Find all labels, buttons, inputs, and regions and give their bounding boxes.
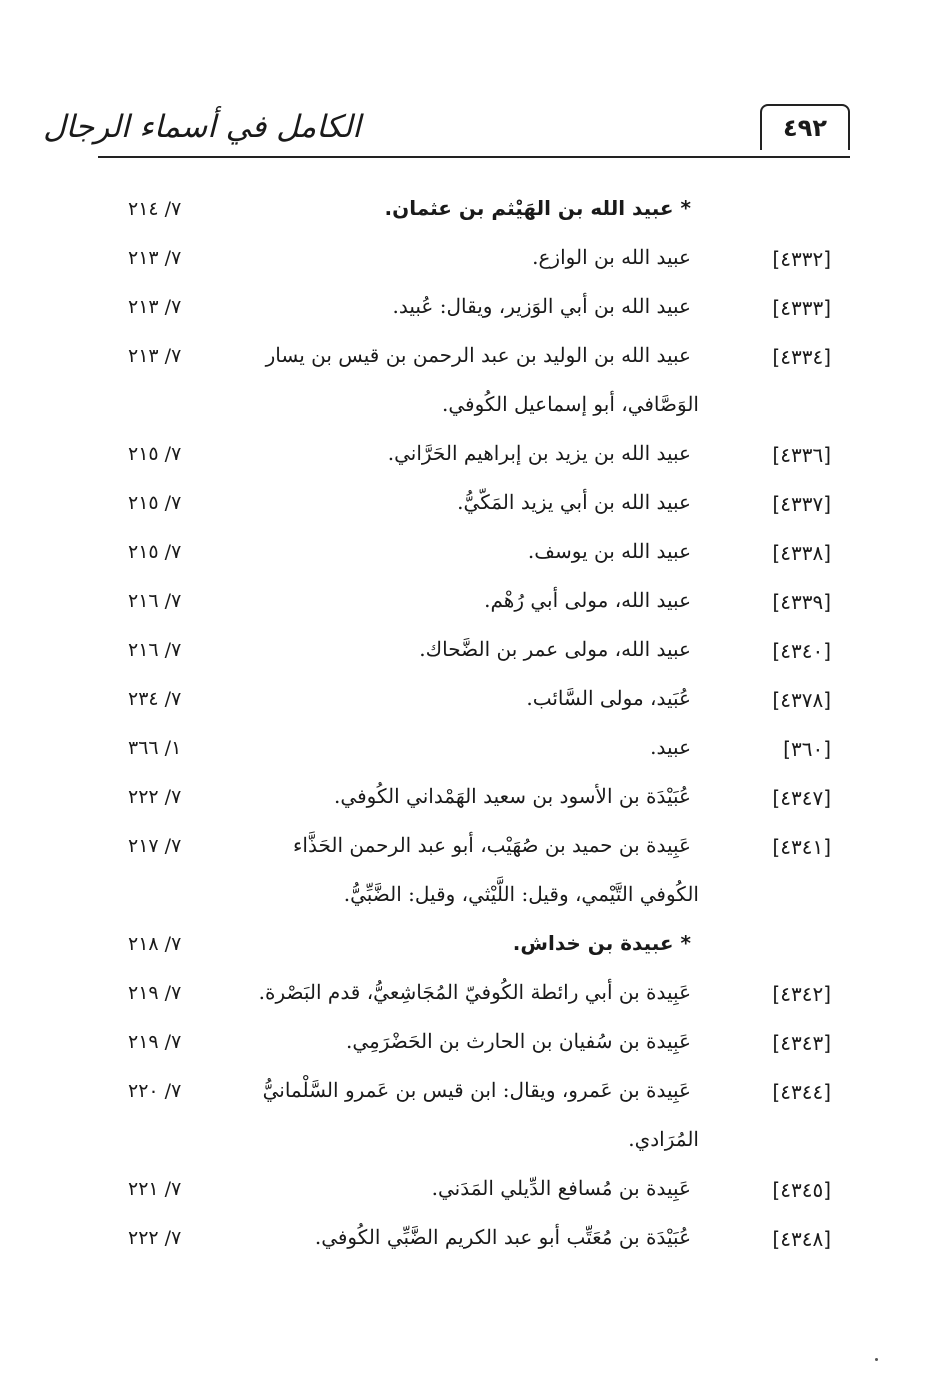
entry-reference: ٧/ ٢١٣ [128,247,182,269]
entry-reference: ٧/ ٢١٩ [128,1031,182,1053]
entry-number: [٣٦٠] [783,737,831,761]
entry-name: عبيد الله بن الوليد بن عبد الرحمن بن قيس بن يسار [265,343,691,367]
entry-line [0,974,949,1023]
entry-line [0,386,949,435]
entry-reference: ٧/ ٢١٥ [128,443,182,465]
entry-name: الكُوفي التَّيْمي، وقيل: اللَّيْثي، وقيل: الضَّبِّيُّ. [343,882,699,906]
entry-number: [٤٣٣٧] [772,492,831,516]
entry-number: [٤٣٣٣] [772,296,831,320]
entry-number: [٤٣٣٩] [772,590,831,614]
entry-reference: ٧/ ٢٢١ [128,1178,182,1200]
entry-line [0,533,949,582]
entry-name: عَبِيدة بن مُسافع الدِّيلي المَدَني. [431,1176,691,1200]
entry-name: عبيد الله بن أبي يزيد المَكّيُّ. [457,490,691,514]
entry-number: [٤٣٤١] [772,835,831,859]
entry-reference: ٧/ ٢١٦ [128,639,182,661]
entry-number: [٤٣٤٨] [772,1227,831,1251]
entry-heading: * عبيد الله بن الهَيْثم بن عثمان. [384,196,691,220]
entry-name: عَبِيدة بن حميد بن صُهَيْب، أبو عبد الرحمن الحَذَّاء [293,833,691,857]
entry-line [0,288,949,337]
page-number: ٤٩٢ [760,104,850,150]
entry-reference: ٧/ ٢١٤ [128,198,182,220]
entry-line [0,925,949,974]
entry-name: عَبِيدة بن عَمرو، ويقال: ابن قيس بن عَمرو السَّلْمانيُّ [262,1078,691,1102]
book-title: الكامل في أسماء الرجال [43,109,361,145]
entry-line [0,827,949,876]
entry-line [0,1170,949,1219]
entry-line [0,484,949,533]
entry-name: عبيد الله بن الوازع. [532,245,691,269]
entry-reference: ٧/ ٢١٨ [128,933,182,955]
entry-reference: ٧/ ٢٢٢ [128,1227,182,1249]
entry-line [0,1219,949,1268]
entry-number: [٤٣٤٠] [772,639,831,663]
entry-reference: ٧/ ٢٣٤ [128,688,182,710]
entry-number: [٤٣٤٢] [772,982,831,1006]
entry-reference: ٧/ ٢١٥ [128,541,182,563]
entry-reference: ٧/ ٢١٩ [128,982,182,1004]
entry-line [0,680,949,729]
entry-number: [٤٣٤٥] [772,1178,831,1202]
entry-name: عُبَيْدَة بن مُعَتِّب أبو عبد الكريم الضَّبِّي الكُوفي. [314,1225,691,1249]
entry-number: [٤٣٧٨] [772,688,831,712]
entry-name: الوَصَّافي، أبو إسماعيل الكُوفي. [442,392,699,416]
entry-number: [٤٣٤٤] [772,1080,831,1104]
entry-name: عبيد الله بن أبي الوَزير، ويقال: عُبيد. [392,294,691,318]
entry-list [0,190,949,1268]
entry-name: عبيد الله بن يوسف. [527,539,691,563]
entry-name: المُرَادي. [628,1127,699,1151]
entry-reference: ٧/ ٢١٥ [128,492,182,514]
header-rule [98,156,850,158]
entry-name: عَبِيدة بن سُفيان بن الحارث بن الحَضْرَمِي. [345,1029,691,1053]
entry-line [0,1023,949,1072]
entry-line [0,1072,949,1121]
entry-line [0,239,949,288]
entry-name: عُبَيد، مولى السَّائب. [526,686,691,710]
entry-line [0,337,949,386]
entry-line [0,631,949,680]
entry-reference: ٧/ ٢٢٢ [128,786,182,808]
entry-number: [٤٣٣٤] [772,345,831,369]
entry-reference: ٧/ ٢١٣ [128,345,182,367]
entry-number: [٤٣٣٦] [772,443,831,467]
entry-name: عبيد الله، مولى أبي رُهْم. [484,588,691,612]
entry-reference: ٧/ ٢١٣ [128,296,182,318]
entry-line [0,435,949,484]
entry-line [0,190,949,239]
entry-line [0,729,949,778]
entry-reference: ٧/ ٢١٧ [128,835,182,857]
entry-number: [٤٣٣٨] [772,541,831,565]
entry-line [0,1121,949,1170]
entry-name: عبيد. [650,735,691,759]
page-header [43,100,850,158]
entry-reference: ١/ ٣٦٦ [128,737,182,759]
entry-line [0,778,949,827]
entry-number: [٤٣٣٢] [772,247,831,271]
entry-heading: * عبيدة بن خداش. [512,931,691,955]
entry-name: عبيد الله، مولى عمر بن الضَّحاك. [419,637,691,661]
speck [875,1358,878,1361]
entry-number: [٤٣٤٧] [772,786,831,810]
entry-name: عُبَيْدَة بن الأسود بن سعيد الهَمْداني الكُوفي. [334,784,691,808]
entry-name: عَبِيدة بن أبي رائطة الكُوفيّ المُجَاشِعيُّ، قدم البَصْرة. [258,980,691,1004]
entry-name: عبيد الله بن يزيد بن إبراهيم الحَرَّاني. [387,441,691,465]
entry-line [0,582,949,631]
entry-reference: ٧/ ٢١٦ [128,590,182,612]
entry-number: [٤٣٤٣] [772,1031,831,1055]
entry-line [0,876,949,925]
entry-reference: ٧/ ٢٢٠ [128,1080,182,1102]
